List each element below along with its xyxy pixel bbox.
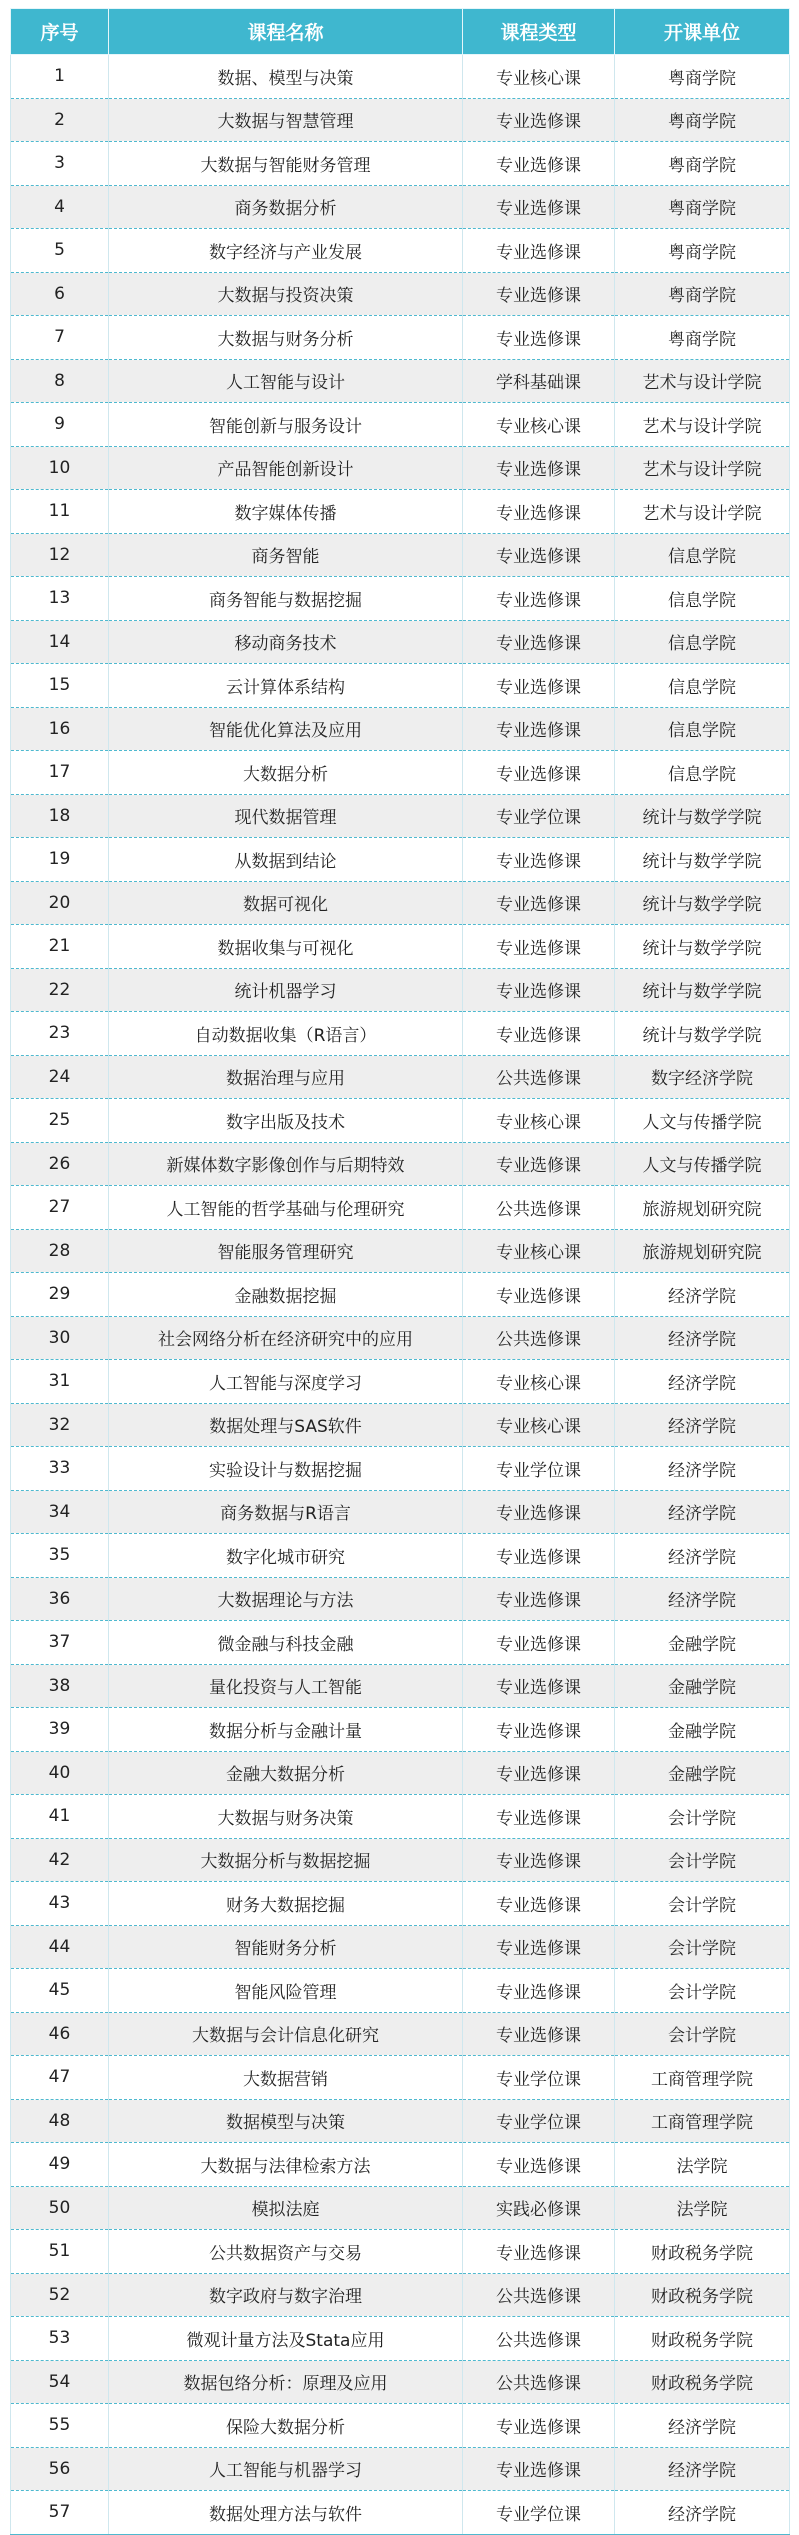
cell-index: 25	[11, 1099, 109, 1143]
cell-course-type: 专业选修课	[463, 1882, 615, 1926]
table-row	[11, 2404, 790, 2448]
cell-department: 金融学院	[615, 1751, 790, 1795]
cell-department: 经济学院	[615, 1273, 790, 1317]
cell-department: 信息学院	[615, 751, 790, 795]
cell-index: 44	[11, 1925, 109, 1969]
table-row	[11, 1099, 790, 1143]
cell-department: 经济学院	[615, 2404, 790, 2448]
cell-course-name: 微金融与科技金融	[109, 1621, 463, 1665]
cell-course-type: 公共选修课	[463, 2317, 615, 2361]
cell-department: 粤商学院	[615, 272, 790, 316]
cell-index: 8	[11, 359, 109, 403]
cell-course-type: 专业选修课	[463, 316, 615, 360]
cell-course-type: 专业选修课	[463, 2230, 615, 2274]
table-row	[11, 2186, 790, 2230]
cell-index: 27	[11, 1186, 109, 1230]
cell-index: 54	[11, 2360, 109, 2404]
cell-index: 2	[11, 98, 109, 142]
cell-course-name: 公共数据资产与交易	[109, 2230, 463, 2274]
table-row	[11, 2317, 790, 2361]
cell-course-name: 财务大数据挖掘	[109, 1882, 463, 1926]
cell-course-type: 公共选修课	[463, 2273, 615, 2317]
column-header-course-name: 课程名称	[109, 9, 463, 55]
cell-course-type: 专业选修课	[463, 881, 615, 925]
table-row	[11, 1229, 790, 1273]
table-row	[11, 1751, 790, 1795]
cell-course-name: 大数据分析与数据挖掘	[109, 1838, 463, 1882]
cell-course-type: 专业选修课	[463, 1534, 615, 1578]
cell-index: 34	[11, 1490, 109, 1534]
cell-course-type: 专业选修课	[463, 533, 615, 577]
cell-course-name: 大数据与财务分析	[109, 316, 463, 360]
cell-course-name: 智能服务管理研究	[109, 1229, 463, 1273]
table-row	[11, 359, 790, 403]
cell-department: 旅游规划研究院	[615, 1186, 790, 1230]
table-row	[11, 185, 790, 229]
cell-course-type: 专业学位课	[463, 794, 615, 838]
cell-course-name: 数据模型与决策	[109, 2099, 463, 2143]
cell-course-name: 人工智能与深度学习	[109, 1360, 463, 1404]
cell-index: 18	[11, 794, 109, 838]
table-row	[11, 1925, 790, 1969]
table-row	[11, 98, 790, 142]
cell-course-type: 专业选修课	[463, 751, 615, 795]
column-header-department: 开课单位	[615, 9, 790, 55]
cell-course-name: 数据处理方法与软件	[109, 2491, 463, 2535]
cell-department: 会计学院	[615, 2012, 790, 2056]
cell-course-name: 数据治理与应用	[109, 1055, 463, 1099]
cell-department: 粤商学院	[615, 185, 790, 229]
cell-course-name: 从数据到结论	[109, 838, 463, 882]
cell-department: 信息学院	[615, 664, 790, 708]
cell-course-type: 专业选修课	[463, 142, 615, 186]
table-row	[11, 1403, 790, 1447]
table-row	[11, 1838, 790, 1882]
table-row	[11, 1186, 790, 1230]
cell-course-name: 智能创新与服务设计	[109, 403, 463, 447]
cell-index: 21	[11, 925, 109, 969]
table-row	[11, 272, 790, 316]
cell-course-type: 专业选修课	[463, 1708, 615, 1752]
cell-index: 57	[11, 2491, 109, 2535]
cell-department: 统计与数学学院	[615, 838, 790, 882]
table-row	[11, 577, 790, 621]
cell-course-type: 专业选修课	[463, 968, 615, 1012]
table-row	[11, 403, 790, 447]
cell-course-type: 专业选修课	[463, 2012, 615, 2056]
cell-course-type: 公共选修课	[463, 1055, 615, 1099]
cell-index: 33	[11, 1447, 109, 1491]
cell-department: 艺术与设计学院	[615, 359, 790, 403]
cell-course-name: 大数据与智能财务管理	[109, 142, 463, 186]
cell-index: 26	[11, 1142, 109, 1186]
table-row	[11, 968, 790, 1012]
table-row	[11, 881, 790, 925]
table-row	[11, 1012, 790, 1056]
cell-department: 会计学院	[615, 1882, 790, 1926]
cell-course-type: 专业核心课	[463, 1229, 615, 1273]
cell-department: 粤商学院	[615, 55, 790, 99]
table-row	[11, 664, 790, 708]
cell-course-name: 数字出版及技术	[109, 1099, 463, 1143]
table-row	[11, 1534, 790, 1578]
cell-department: 工商管理学院	[615, 2099, 790, 2143]
cell-index: 15	[11, 664, 109, 708]
table-row	[11, 925, 790, 969]
cell-course-name: 数据收集与可视化	[109, 925, 463, 969]
table-row	[11, 751, 790, 795]
table-row	[11, 142, 790, 186]
cell-course-name: 大数据分析	[109, 751, 463, 795]
cell-department: 统计与数学学院	[615, 968, 790, 1012]
cell-department: 工商管理学院	[615, 2056, 790, 2100]
cell-index: 24	[11, 1055, 109, 1099]
cell-course-type: 专业选修课	[463, 272, 615, 316]
table-row	[11, 2056, 790, 2100]
column-header-course-type: 课程类型	[463, 9, 615, 55]
cell-department: 财政税务学院	[615, 2273, 790, 2317]
cell-index: 1	[11, 55, 109, 99]
cell-course-name: 金融数据挖掘	[109, 1273, 463, 1317]
course-table-container	[10, 8, 789, 2535]
cell-index: 43	[11, 1882, 109, 1926]
table-row	[11, 1055, 790, 1099]
cell-index: 41	[11, 1795, 109, 1839]
cell-course-name: 数据分析与金融计量	[109, 1708, 463, 1752]
table-body	[11, 55, 790, 2535]
cell-index: 42	[11, 1838, 109, 1882]
column-header-index: 序号	[11, 9, 109, 55]
cell-course-name: 数据处理与SAS软件	[109, 1403, 463, 1447]
cell-course-type: 专业选修课	[463, 1621, 615, 1665]
cell-department: 金融学院	[615, 1708, 790, 1752]
cell-index: 16	[11, 707, 109, 751]
cell-department: 人文与传播学院	[615, 1099, 790, 1143]
cell-department: 艺术与设计学院	[615, 446, 790, 490]
cell-course-name: 智能财务分析	[109, 1925, 463, 1969]
cell-course-name: 数据、模型与决策	[109, 55, 463, 99]
cell-course-type: 专业选修课	[463, 229, 615, 273]
cell-department: 统计与数学学院	[615, 1012, 790, 1056]
cell-course-type: 专业学位课	[463, 2099, 615, 2143]
cell-course-type: 专业核心课	[463, 1403, 615, 1447]
cell-course-name: 社会网络分析在经济研究中的应用	[109, 1316, 463, 1360]
cell-course-name: 大数据与会计信息化研究	[109, 2012, 463, 2056]
cell-course-type: 专业选修课	[463, 98, 615, 142]
cell-index: 7	[11, 316, 109, 360]
table-row	[11, 1664, 790, 1708]
cell-department: 统计与数学学院	[615, 794, 790, 838]
cell-index: 11	[11, 490, 109, 534]
table-row	[11, 1447, 790, 1491]
cell-department: 经济学院	[615, 1490, 790, 1534]
cell-course-type: 专业选修课	[463, 1969, 615, 2013]
cell-course-name: 人工智能的哲学基础与伦理研究	[109, 1186, 463, 1230]
table-row	[11, 2273, 790, 2317]
cell-department: 财政税务学院	[615, 2230, 790, 2274]
cell-index: 32	[11, 1403, 109, 1447]
cell-course-type: 专业选修课	[463, 1925, 615, 1969]
cell-department: 旅游规划研究院	[615, 1229, 790, 1273]
cell-course-name: 金融大数据分析	[109, 1751, 463, 1795]
cell-department: 统计与数学学院	[615, 881, 790, 925]
cell-course-name: 模拟法庭	[109, 2186, 463, 2230]
table-row	[11, 1360, 790, 1404]
cell-course-name: 智能风险管理	[109, 1969, 463, 2013]
cell-course-type: 公共选修课	[463, 2360, 615, 2404]
course-table	[10, 8, 790, 2535]
cell-course-type: 专业选修课	[463, 490, 615, 534]
cell-index: 55	[11, 2404, 109, 2448]
cell-index: 48	[11, 2099, 109, 2143]
cell-course-type: 专业学位课	[463, 2056, 615, 2100]
cell-department: 统计与数学学院	[615, 925, 790, 969]
cell-department: 粤商学院	[615, 98, 790, 142]
cell-index: 29	[11, 1273, 109, 1317]
cell-course-name: 量化投资与人工智能	[109, 1664, 463, 1708]
cell-course-type: 学科基础课	[463, 359, 615, 403]
cell-index: 3	[11, 142, 109, 186]
table-row	[11, 2360, 790, 2404]
table-row	[11, 1708, 790, 1752]
cell-course-name: 实验设计与数据挖掘	[109, 1447, 463, 1491]
cell-department: 信息学院	[615, 707, 790, 751]
cell-course-name: 商务智能与数据挖掘	[109, 577, 463, 621]
cell-course-name: 现代数据管理	[109, 794, 463, 838]
table-row	[11, 1490, 790, 1534]
cell-course-name: 大数据与投资决策	[109, 272, 463, 316]
table-row	[11, 794, 790, 838]
cell-index: 6	[11, 272, 109, 316]
cell-department: 经济学院	[615, 2447, 790, 2491]
cell-department: 信息学院	[615, 620, 790, 664]
cell-index: 53	[11, 2317, 109, 2361]
cell-department: 人文与传播学院	[615, 1142, 790, 1186]
cell-course-name: 人工智能与设计	[109, 359, 463, 403]
cell-department: 粤商学院	[615, 229, 790, 273]
cell-department: 金融学院	[615, 1621, 790, 1665]
cell-course-type: 专业选修课	[463, 707, 615, 751]
cell-department: 法学院	[615, 2186, 790, 2230]
cell-index: 37	[11, 1621, 109, 1665]
cell-index: 38	[11, 1664, 109, 1708]
cell-course-type: 专业选修课	[463, 577, 615, 621]
cell-course-type: 实践必修课	[463, 2186, 615, 2230]
cell-index: 30	[11, 1316, 109, 1360]
cell-department: 经济学院	[615, 2491, 790, 2535]
table-row	[11, 2491, 790, 2535]
cell-course-name: 产品智能创新设计	[109, 446, 463, 490]
cell-index: 28	[11, 1229, 109, 1273]
cell-course-type: 专业选修课	[463, 1577, 615, 1621]
cell-department: 信息学院	[615, 533, 790, 577]
table-header	[11, 9, 790, 55]
cell-course-type: 专业核心课	[463, 55, 615, 99]
cell-index: 13	[11, 577, 109, 621]
table-row	[11, 229, 790, 273]
cell-course-type: 专业核心课	[463, 403, 615, 447]
cell-course-type: 专业学位课	[463, 2491, 615, 2535]
cell-department: 经济学院	[615, 1447, 790, 1491]
cell-index: 52	[11, 2273, 109, 2317]
cell-course-type: 专业选修课	[463, 2404, 615, 2448]
cell-index: 9	[11, 403, 109, 447]
cell-course-name: 大数据理论与方法	[109, 1577, 463, 1621]
cell-department: 法学院	[615, 2143, 790, 2187]
table-row	[11, 533, 790, 577]
cell-index: 19	[11, 838, 109, 882]
table-row	[11, 1882, 790, 1926]
table-row	[11, 446, 790, 490]
cell-course-type: 专业选修课	[463, 1751, 615, 1795]
cell-index: 40	[11, 1751, 109, 1795]
cell-course-name: 大数据与智慧管理	[109, 98, 463, 142]
cell-course-name: 保险大数据分析	[109, 2404, 463, 2448]
cell-course-name: 统计机器学习	[109, 968, 463, 1012]
table-row	[11, 316, 790, 360]
cell-course-name: 大数据与法律检索方法	[109, 2143, 463, 2187]
table-row	[11, 1621, 790, 1665]
table-row	[11, 1316, 790, 1360]
cell-index: 47	[11, 2056, 109, 2100]
cell-course-name: 大数据营销	[109, 2056, 463, 2100]
cell-index: 22	[11, 968, 109, 1012]
cell-course-type: 专业核心课	[463, 1360, 615, 1404]
cell-course-name: 数据包络分析：原理及应用	[109, 2360, 463, 2404]
table-row	[11, 2447, 790, 2491]
cell-department: 经济学院	[615, 1534, 790, 1578]
cell-department: 经济学院	[615, 1360, 790, 1404]
cell-index: 39	[11, 1708, 109, 1752]
cell-index: 51	[11, 2230, 109, 2274]
cell-index: 5	[11, 229, 109, 273]
cell-index: 17	[11, 751, 109, 795]
cell-course-name: 数据可视化	[109, 881, 463, 925]
cell-course-name: 自动数据收集（R语言）	[109, 1012, 463, 1056]
cell-department: 会计学院	[615, 1838, 790, 1882]
header-row	[11, 9, 790, 55]
cell-course-type: 专业选修课	[463, 838, 615, 882]
cell-index: 56	[11, 2447, 109, 2491]
cell-course-type: 专业选修课	[463, 620, 615, 664]
cell-department: 信息学院	[615, 577, 790, 621]
cell-index: 12	[11, 533, 109, 577]
cell-index: 31	[11, 1360, 109, 1404]
cell-department: 会计学院	[615, 1969, 790, 2013]
table-row	[11, 2099, 790, 2143]
cell-index: 23	[11, 1012, 109, 1056]
table-row	[11, 1142, 790, 1186]
cell-course-type: 专业选修课	[463, 1664, 615, 1708]
cell-department: 经济学院	[615, 1577, 790, 1621]
cell-course-type: 专业选修课	[463, 925, 615, 969]
cell-course-name: 大数据与财务决策	[109, 1795, 463, 1839]
cell-department: 财政税务学院	[615, 2317, 790, 2361]
cell-course-name: 智能优化算法及应用	[109, 707, 463, 751]
cell-course-type: 专业核心课	[463, 1099, 615, 1143]
table-row	[11, 1795, 790, 1839]
cell-index: 46	[11, 2012, 109, 2056]
cell-course-type: 公共选修课	[463, 1186, 615, 1230]
cell-index: 14	[11, 620, 109, 664]
cell-course-type: 专业选修课	[463, 1012, 615, 1056]
cell-course-name: 人工智能与机器学习	[109, 2447, 463, 2491]
cell-index: 36	[11, 1577, 109, 1621]
cell-index: 35	[11, 1534, 109, 1578]
cell-course-type: 专业选修课	[463, 2143, 615, 2187]
table-row	[11, 2012, 790, 2056]
cell-department: 财政税务学院	[615, 2360, 790, 2404]
cell-index: 20	[11, 881, 109, 925]
table-row	[11, 838, 790, 882]
cell-course-type: 公共选修课	[463, 1316, 615, 1360]
cell-course-name: 云计算体系结构	[109, 664, 463, 708]
table-row	[11, 55, 790, 99]
cell-department: 艺术与设计学院	[615, 403, 790, 447]
table-row	[11, 2230, 790, 2274]
cell-index: 45	[11, 1969, 109, 2013]
cell-course-name: 商务智能	[109, 533, 463, 577]
cell-department: 金融学院	[615, 1664, 790, 1708]
cell-course-name: 新媒体数字影像创作与后期特效	[109, 1142, 463, 1186]
table-row	[11, 1969, 790, 2013]
cell-course-name: 数字政府与数字治理	[109, 2273, 463, 2317]
cell-course-name: 微观计量方法及Stata应用	[109, 2317, 463, 2361]
cell-index: 49	[11, 2143, 109, 2187]
cell-course-type: 专业选修课	[463, 1273, 615, 1317]
table-row	[11, 707, 790, 751]
cell-course-name: 商务数据分析	[109, 185, 463, 229]
table-row	[11, 1273, 790, 1317]
cell-department: 会计学院	[615, 1925, 790, 1969]
cell-course-type: 专业选修课	[463, 1490, 615, 1534]
cell-course-type: 专业学位课	[463, 1447, 615, 1491]
cell-course-name: 数字化城市研究	[109, 1534, 463, 1578]
cell-index: 50	[11, 2186, 109, 2230]
cell-department: 数字经济学院	[615, 1055, 790, 1099]
cell-course-name: 数字媒体传播	[109, 490, 463, 534]
cell-department: 经济学院	[615, 1403, 790, 1447]
cell-course-name: 商务数据与R语言	[109, 1490, 463, 1534]
cell-department: 艺术与设计学院	[615, 490, 790, 534]
cell-course-type: 专业选修课	[463, 2447, 615, 2491]
cell-department: 会计学院	[615, 1795, 790, 1839]
cell-course-type: 专业选修课	[463, 446, 615, 490]
table-row	[11, 490, 790, 534]
cell-index: 10	[11, 446, 109, 490]
cell-department: 经济学院	[615, 1316, 790, 1360]
cell-index: 4	[11, 185, 109, 229]
cell-course-type: 专业选修课	[463, 1795, 615, 1839]
cell-department: 粤商学院	[615, 316, 790, 360]
cell-course-type: 专业选修课	[463, 664, 615, 708]
cell-course-name: 移动商务技术	[109, 620, 463, 664]
table-row	[11, 2143, 790, 2187]
cell-course-type: 专业选修课	[463, 1142, 615, 1186]
table-row	[11, 620, 790, 664]
cell-course-type: 专业选修课	[463, 1838, 615, 1882]
table-row	[11, 1577, 790, 1621]
cell-department: 粤商学院	[615, 142, 790, 186]
cell-course-type: 专业选修课	[463, 185, 615, 229]
cell-course-name: 数字经济与产业发展	[109, 229, 463, 273]
